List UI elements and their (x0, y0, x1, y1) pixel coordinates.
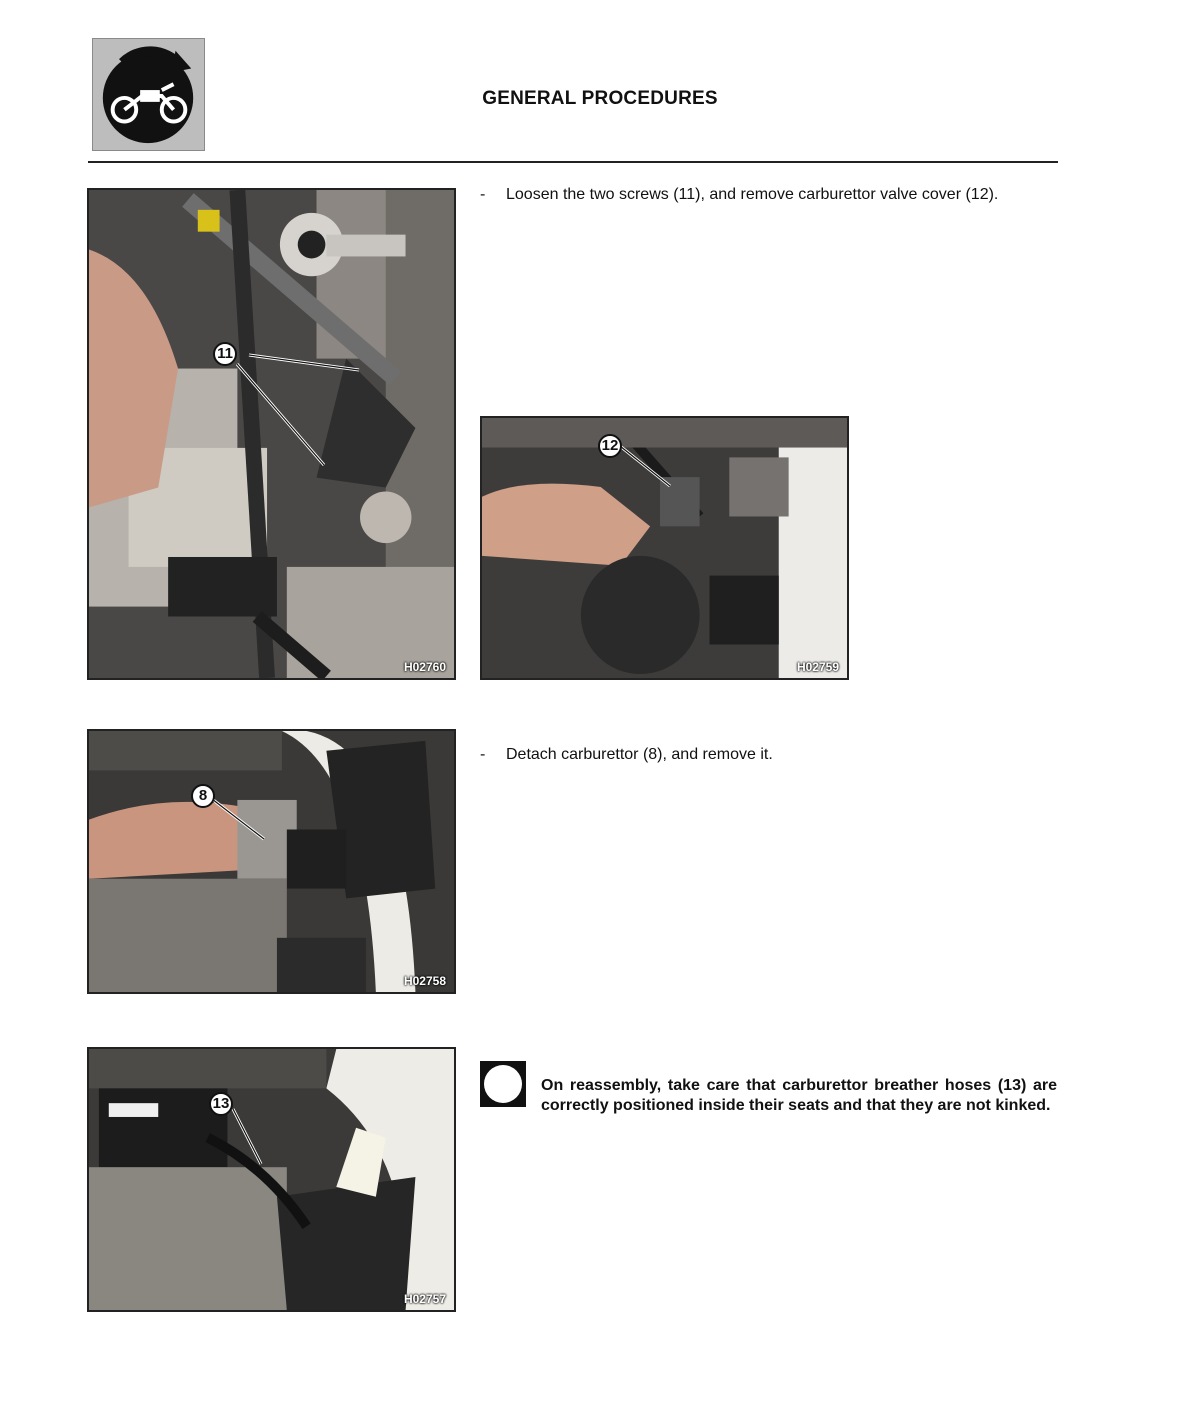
motorcycle-rotate-icon (93, 39, 204, 150)
callout-13: 13 (209, 1092, 233, 1116)
step-detach-carburettor (480, 745, 1060, 767)
photo-valve-cover (480, 416, 849, 680)
photo-code: H02758 (403, 974, 446, 988)
callout-leader-lines (89, 1049, 456, 1312)
callout-leader-lines (89, 190, 456, 680)
step-loosen-screws (480, 185, 1060, 207)
photo-code: H02760 (403, 660, 446, 674)
step-text: Loosen the two screws (11), and remove carburettor valve cover (12). (506, 186, 999, 203)
callout-leader-lines (89, 731, 456, 994)
section-logo (92, 38, 205, 151)
step-bullet: - (480, 746, 486, 763)
callout-12: 12 (598, 434, 622, 458)
callout-leader-lines (482, 418, 849, 680)
page-title: GENERAL PROCEDURES (482, 88, 718, 109)
callout-11: 11 (213, 342, 237, 366)
photo-code: H02757 (403, 1292, 446, 1306)
header-divider (88, 161, 1058, 163)
note-circle-icon (480, 1061, 526, 1107)
callout-8: 8 (191, 784, 215, 808)
photo-carburettor-detach (87, 729, 456, 994)
step-text: Detach carburettor (8), and remove it. (506, 746, 773, 763)
photo-carburettor-screws (87, 188, 456, 680)
photo-code: H02759 (796, 660, 839, 674)
photo-breather-hoses (87, 1047, 456, 1312)
reassembly-note: On reassembly, take care that carburettor breather hoses (13) are correctly positioned inside their seats and that they are not kinked. (541, 1077, 1057, 1114)
step-bullet: - (480, 186, 486, 203)
